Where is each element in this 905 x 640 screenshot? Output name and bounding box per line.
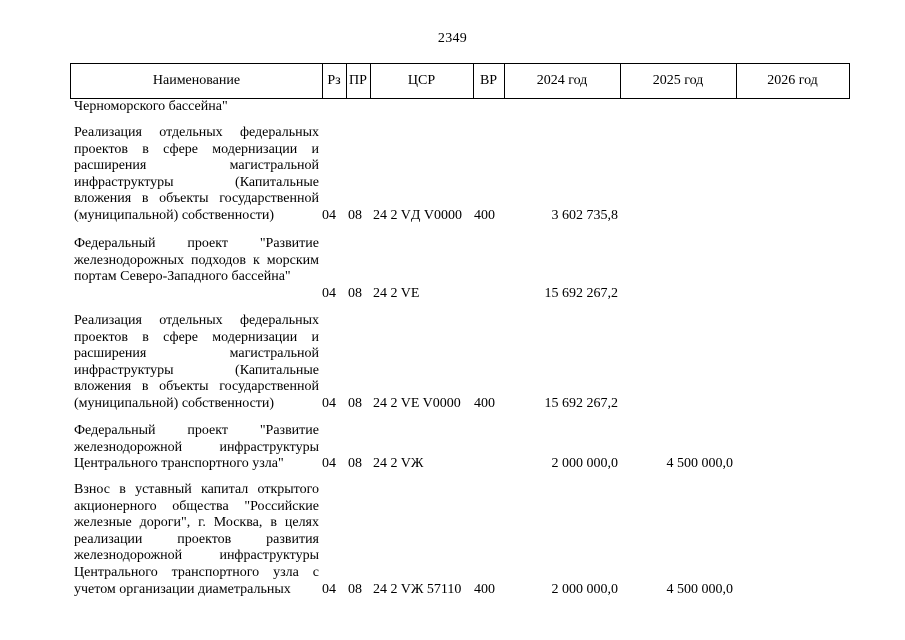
row-rz: 04 [322,456,336,471]
row-2024: 3 602 735,8 [551,208,618,223]
row-csr: 24 2 VД V0000 [373,208,463,223]
row-2024: 2 000 000,0 [551,582,618,597]
header-csr: ЦСР [407,73,436,88]
row-csr: 24 2 VЖ [373,456,424,471]
row-vr: 400 [474,208,495,223]
header-2024: 2024 год [536,73,588,88]
header-rz: Рз [327,73,341,88]
row-vr: 400 [474,396,495,411]
row-2025: 4 500 000,0 [666,456,733,471]
row-csr: 24 2 VE V0000 [373,396,461,411]
row-pr: 08 [348,582,362,597]
row-2024: 15 692 267,2 [544,396,618,411]
row-name: Федеральный проект "Развитие железнодорожных подходов к морским портам Северо-Западного бассейна" [74,236,319,285]
row-name: Взнос в уставный капитал открытого акционерного общества "Российские железные дороги", г. Москва, в целях реализации проектов развития железнодорожной инфраструктуры Центрального транспортного узла с учетом организации диаметральных [74,482,319,597]
row-2025: 4 500 000,0 [666,582,733,597]
row-pr: 08 [348,208,362,223]
row-name: Черноморского бассейна" [74,99,228,114]
row-name: Федеральный проект "Развитие железнодорожной инфраструктуры Центрального транспортного узла" [74,423,319,472]
row-pr: 08 [348,456,362,471]
row-rz: 04 [322,582,336,597]
row-rz: 04 [322,286,336,301]
page-number: 2349 [437,31,468,46]
row-csr: 24 2 VE [373,286,420,301]
header-vr: ВР [479,73,498,88]
row-pr: 08 [348,396,362,411]
row-pr: 08 [348,286,362,301]
header-name: Наименование [152,73,241,88]
table-header [70,63,850,99]
row-2024: 15 692 267,2 [544,286,618,301]
row-2024: 2 000 000,0 [551,456,618,471]
row-csr: 24 2 VЖ 57110 [373,582,462,597]
header-pr: ПР [349,73,367,88]
header-2025: 2025 год [652,73,704,88]
row-rz: 04 [322,208,336,223]
row-rz: 04 [322,396,336,411]
header-2026: 2026 год [767,73,818,88]
row-name: Реализация отдельных федеральных проектов в сфере модернизации и расширения магистральной инфраструктуры (Капитальные вложения в объекты государственной (муниципальной) собственности) [74,125,319,223]
row-vr: 400 [474,582,495,597]
row-name: Реализация отдельных федеральных проектов в сфере модернизации и расширения магистральной инфраструктуры (Капитальные вложения в объекты государственной (муниципальной) собственности) [74,313,319,411]
